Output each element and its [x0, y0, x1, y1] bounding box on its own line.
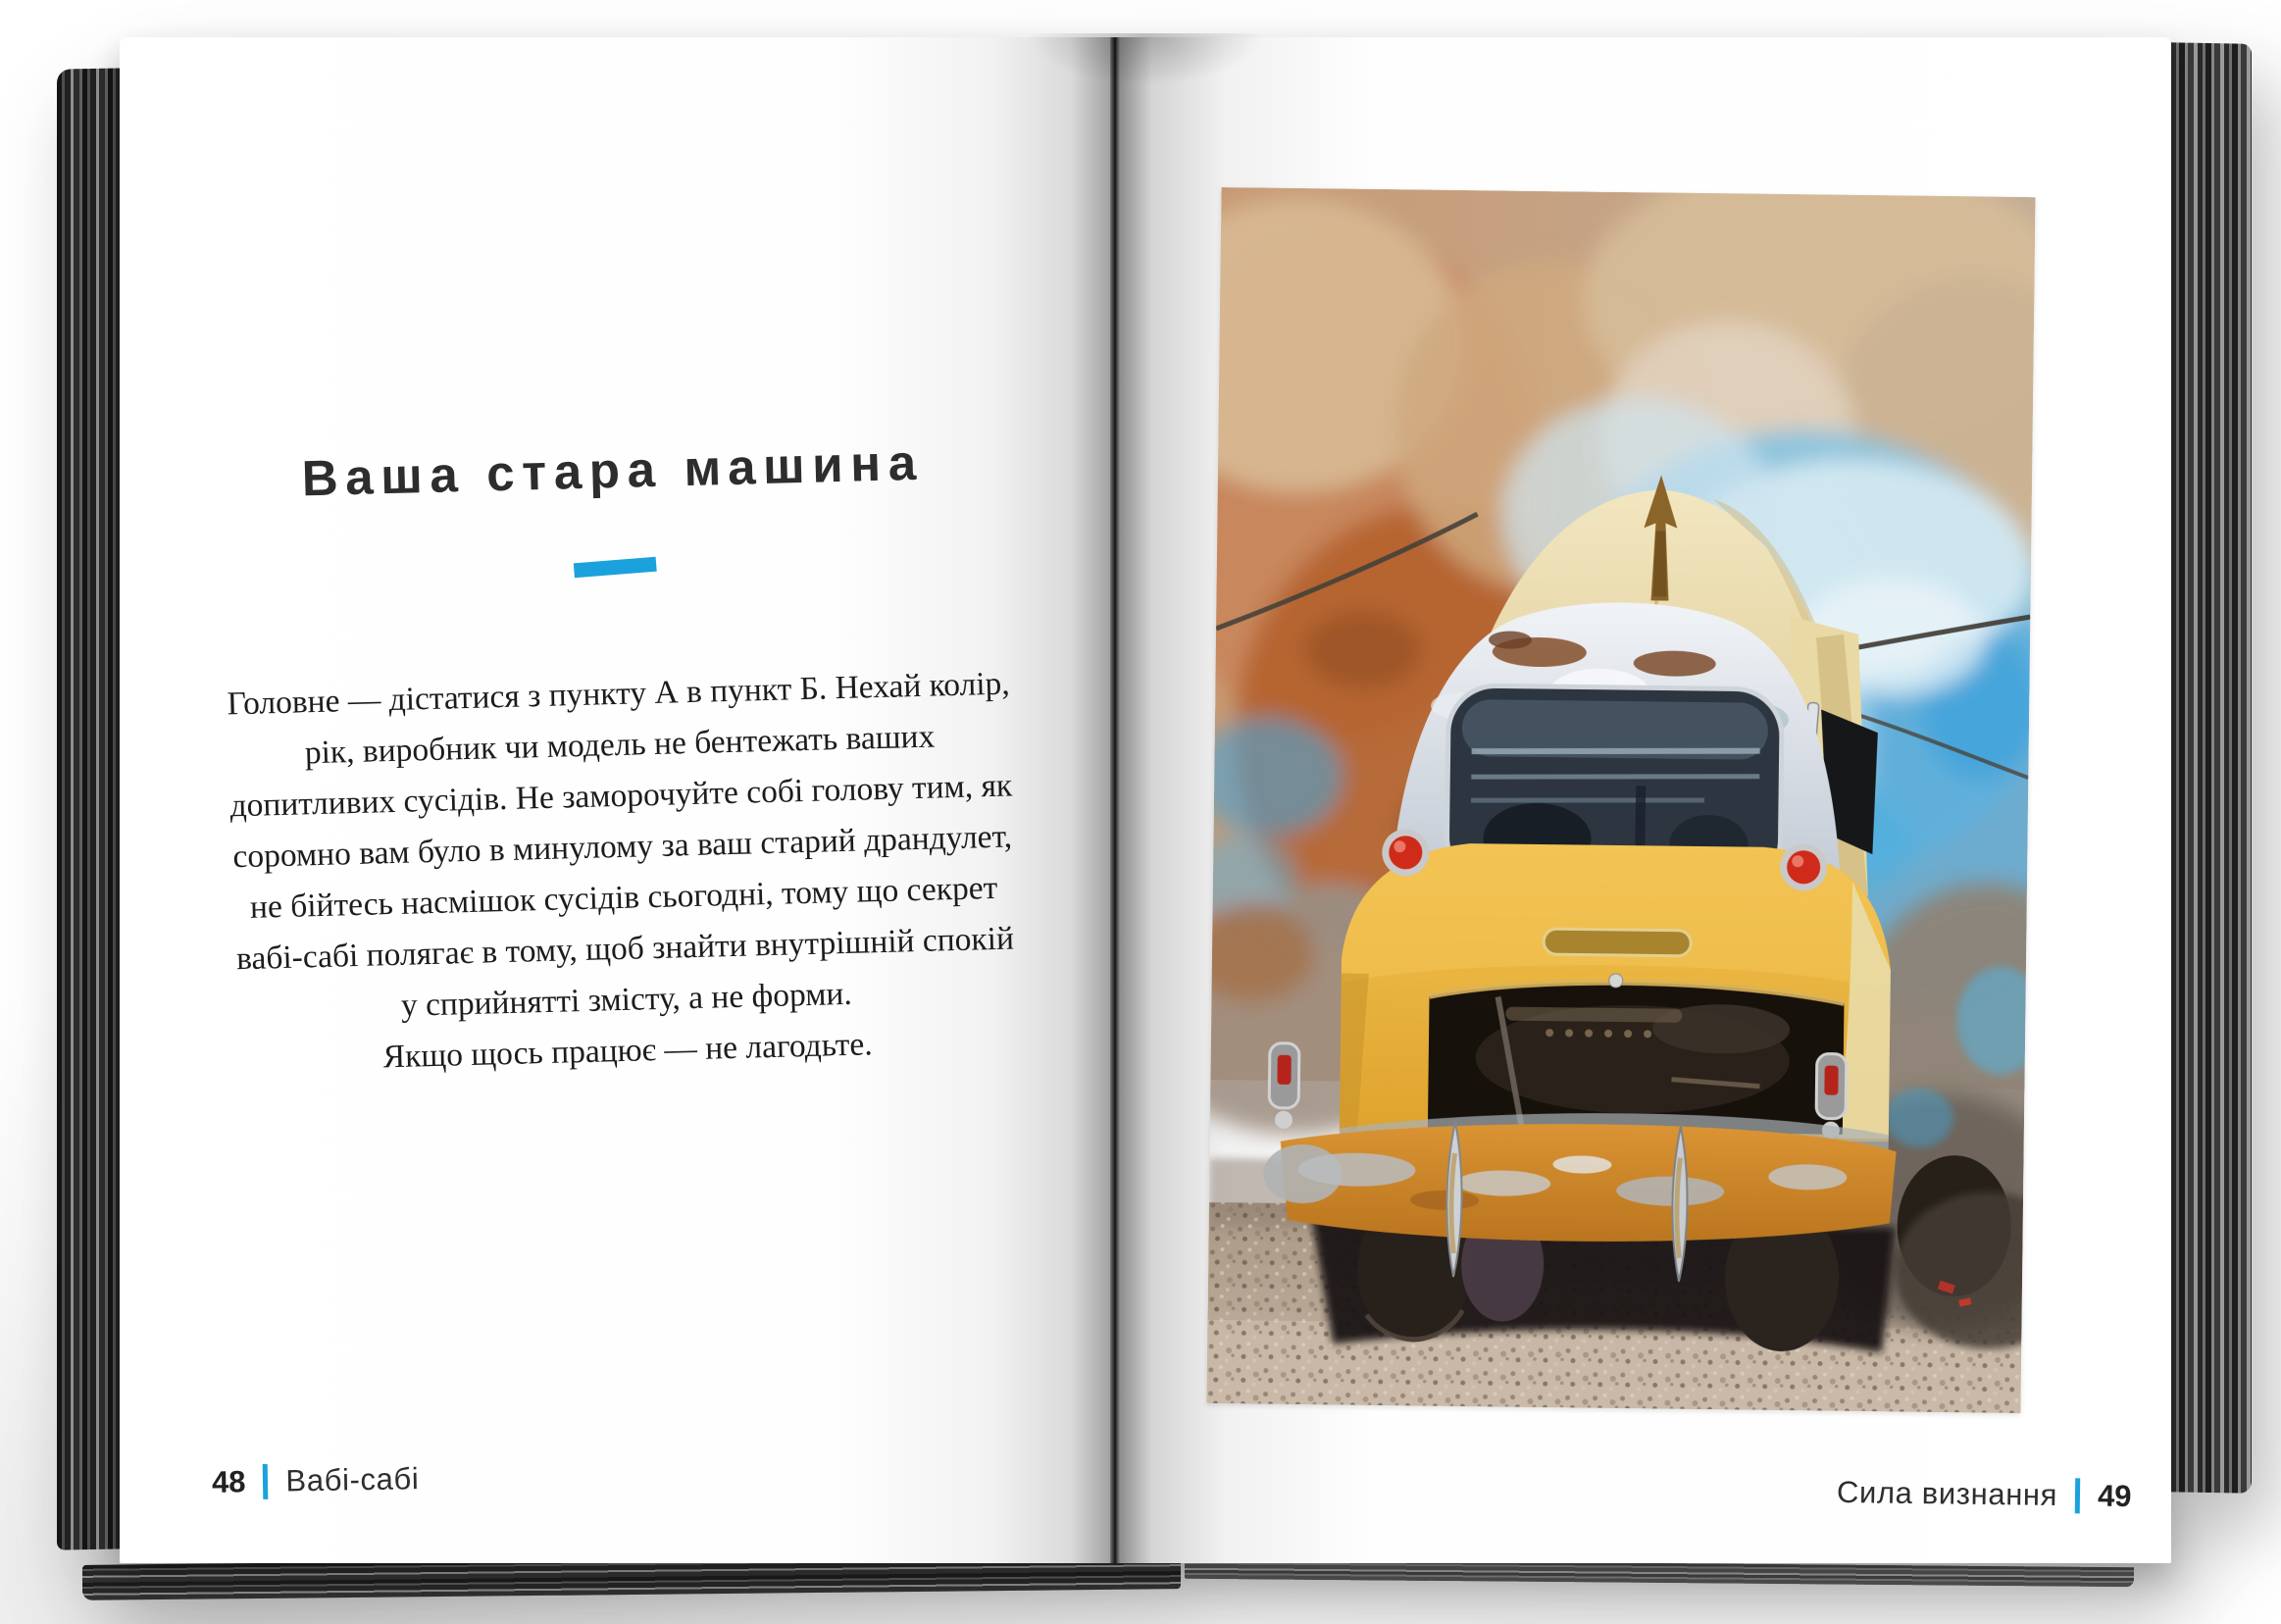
paragraph-line: не бійтесь насмішок сусідів сьогодні, тому що секрет: [249, 869, 998, 926]
open-trunk: [1428, 980, 1845, 1134]
left-page-footer: [212, 1461, 420, 1500]
chapter-title: Ваша стара машина: [300, 433, 925, 507]
section-label-right: Сила визнання: [1837, 1474, 2058, 1513]
right-page: [1120, 37, 2171, 1563]
left-page-content: [120, 37, 1110, 1090]
bottom-right-page-stack-edge: [1185, 1559, 2134, 1587]
trunk-handle: [1544, 929, 1691, 956]
paragraph-line: у сприйнятті змісту, а не форми.: [400, 975, 853, 1024]
paragraph-line: допитливих сусідів. Не заморочуйте собі голову тим, як: [229, 767, 1013, 825]
paragraph-line: вабі-сабі полягає в тому, щоб знайти внутрішній спокій: [235, 920, 1015, 978]
book-spine-gutter: [1110, 37, 1120, 1563]
open-pages: [120, 37, 2171, 1563]
chapter-paragraph: [162, 657, 1085, 1089]
trunk-keyhole: [1609, 974, 1623, 988]
page-number-left: 48: [211, 1464, 246, 1499]
footer-separator-bar: [2075, 1478, 2081, 1513]
right-page-stack-edge: [2167, 42, 2252, 1494]
paragraph-line: Якщо щось працює — не лагодьте.: [382, 1026, 874, 1076]
paragraph-line: соромно вам було в минулому за ваш старий драндулет,: [231, 818, 1013, 876]
rear-bumper: [1263, 1109, 1898, 1245]
paragraph-line: Головне — дістатися з пункту А в пункт Б. Нехай колір,: [227, 665, 1011, 723]
page-number-right: 49: [2098, 1478, 2133, 1514]
photo-old-yellow-car-with-boat: [1206, 187, 2035, 1413]
section-label-left: Вабі-сабі: [285, 1461, 420, 1498]
footer-separator-bar: [263, 1464, 269, 1499]
left-page: [120, 37, 1110, 1563]
left-page-stack-edge: [57, 68, 126, 1549]
book-spread: [57, 25, 2252, 1595]
title-accent-bar: [574, 557, 657, 579]
paragraph-line: рік, виробник чи модель не бентежать ваших: [304, 718, 936, 772]
right-page-footer: [1837, 1475, 2132, 1514]
